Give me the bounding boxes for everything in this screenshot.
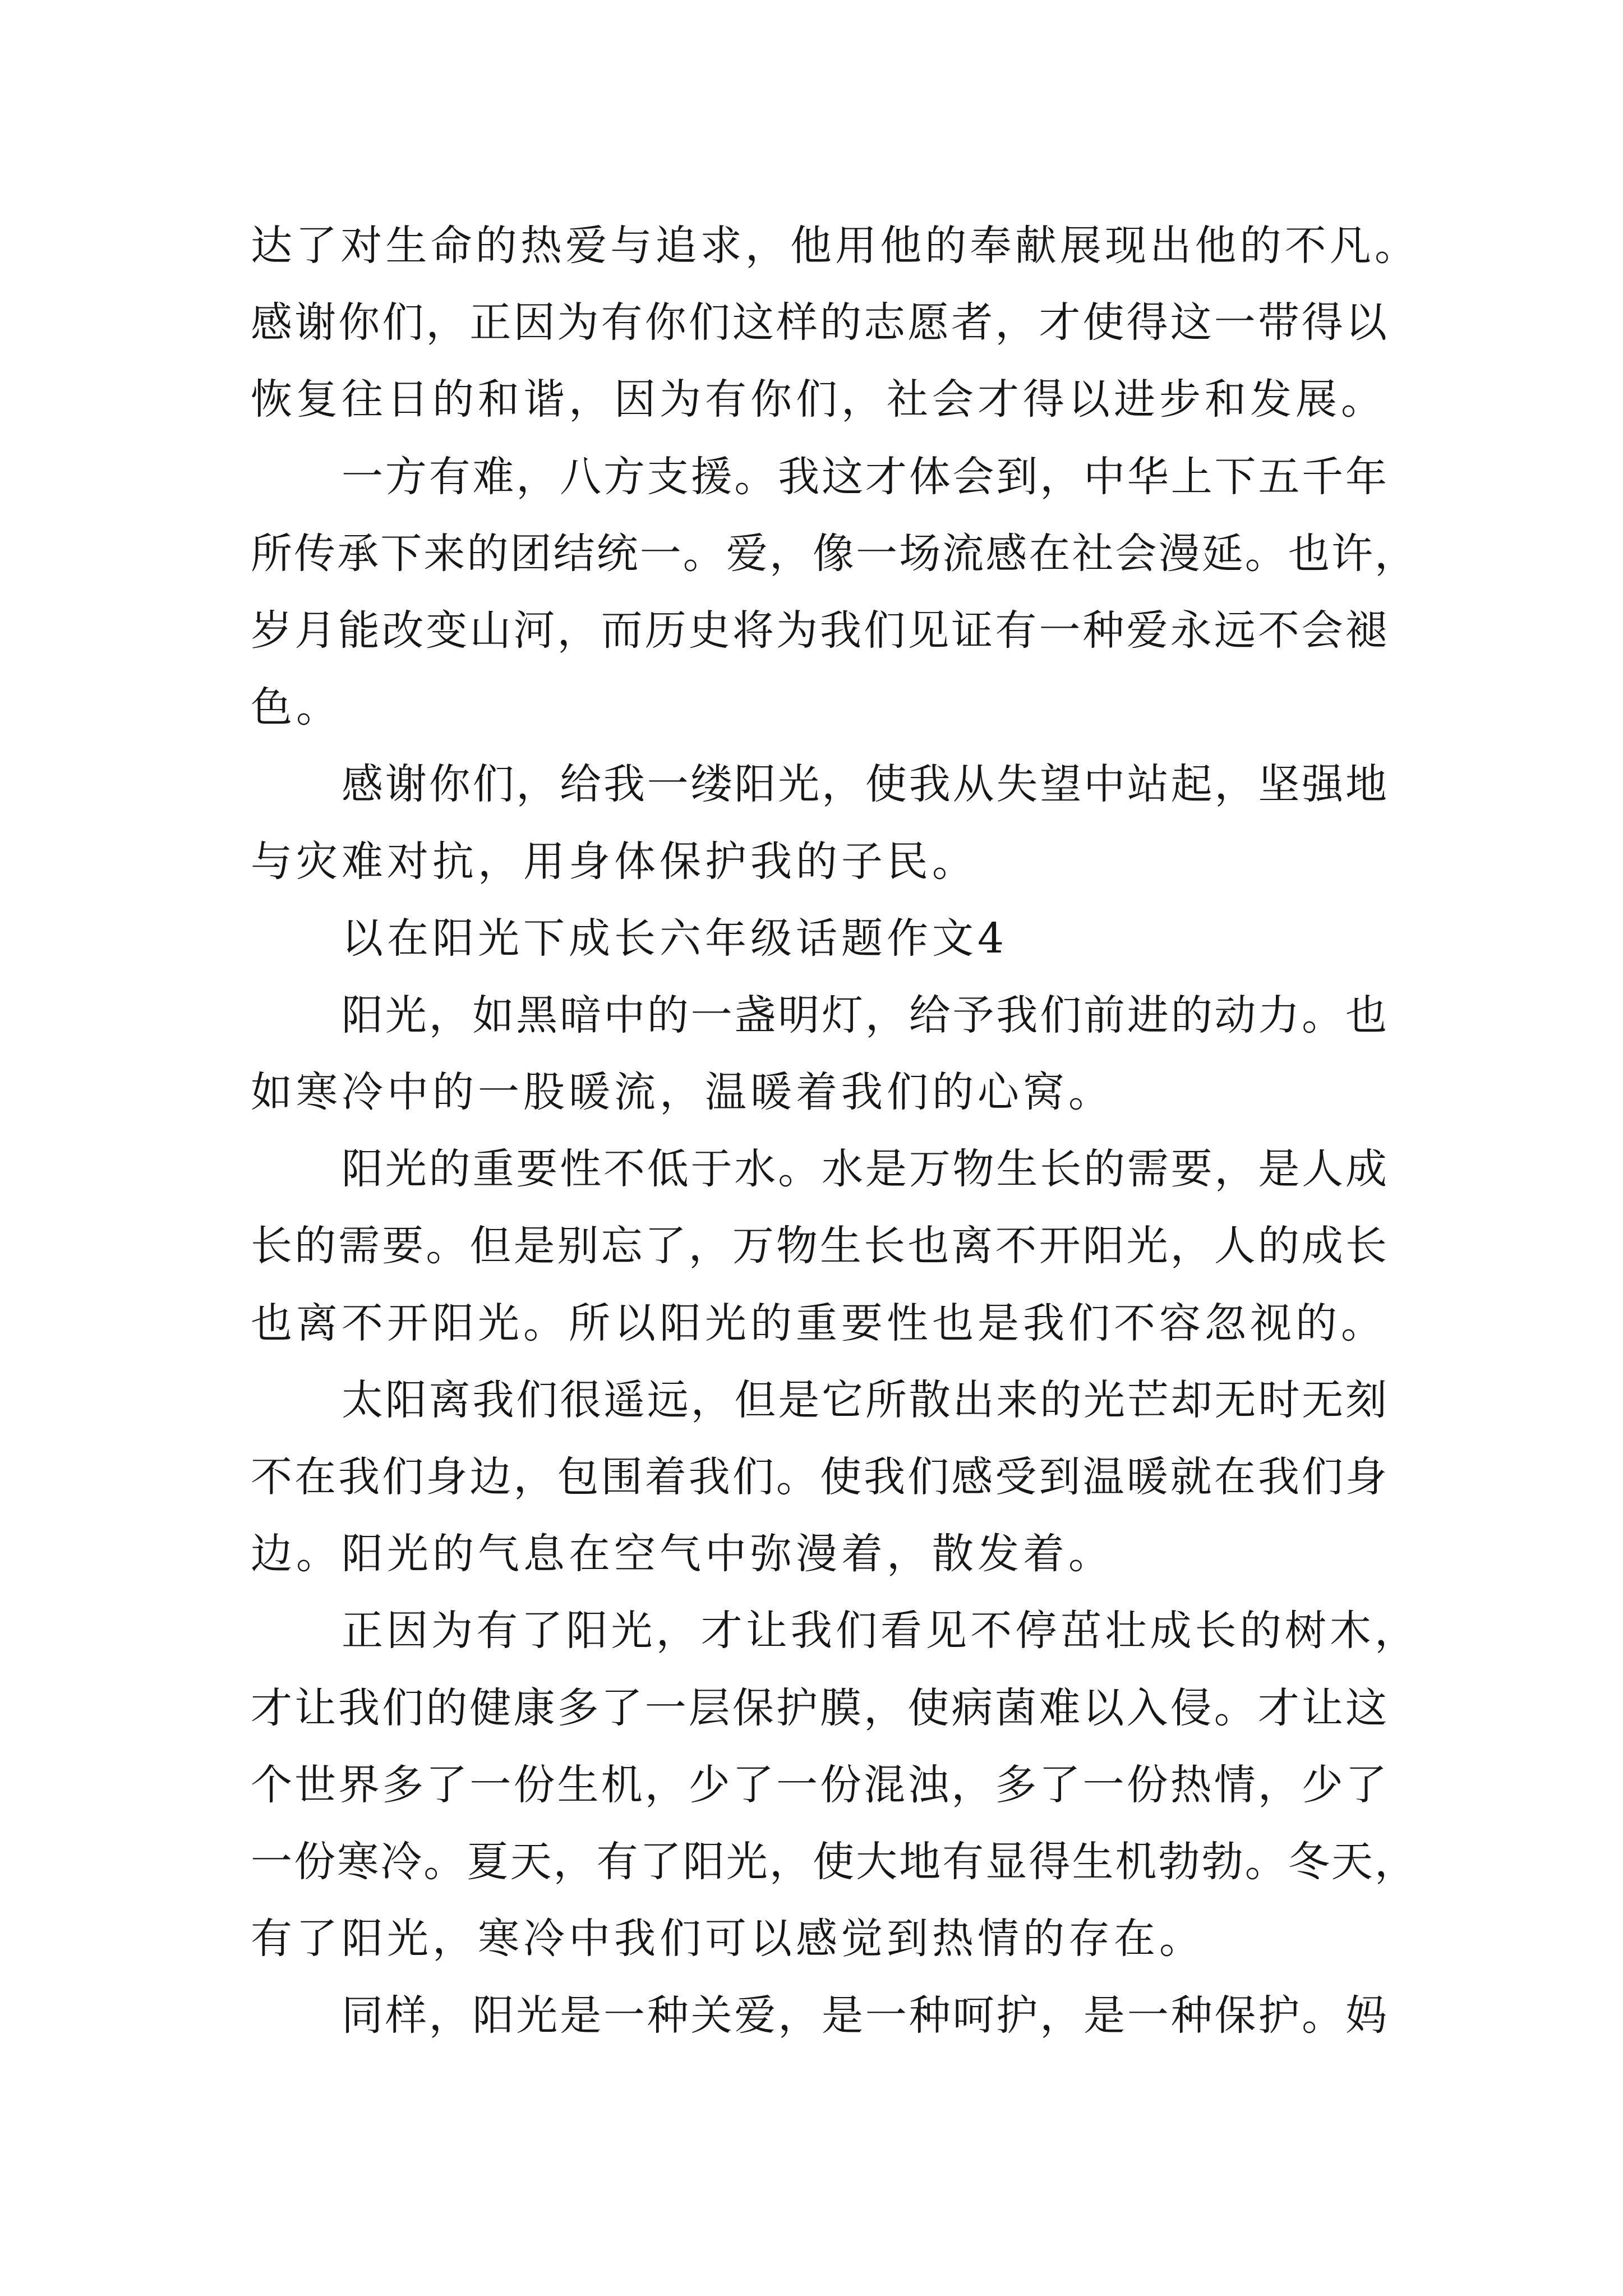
text-line: 达了对生命的热爱与追求，他用他的奉献展现出他的不凡。 bbox=[251, 222, 1416, 270]
text-line: 岁月能改变山河，而历史将为我们见证有一种爱永远不会褪 bbox=[251, 606, 1387, 655]
essay-title bbox=[251, 900, 1428, 977]
text-line: 与灾难对抗，用身体保护我的子民。 bbox=[251, 837, 978, 886]
text-line: 正因为有了阳光，才让我们看见不停茁壮成长的树木， bbox=[342, 1607, 1416, 1655]
text-line: 也离不开阳光。所以阳光的重要性也是我们不容忽视的。 bbox=[251, 1299, 1386, 1347]
essay-title-text: 以在阳光下成长六年级话题作文4 bbox=[342, 914, 1008, 963]
text-line: 长的需要。但是别忘了，万物生长也离不开阳光，人的成长 bbox=[251, 1222, 1387, 1271]
text-line: 才让我们的健康多了一层保护膜，使病菌难以入侵。才让这 bbox=[251, 1683, 1387, 1732]
text-line: 边。阳光的气息在空气中弥漫着，散发着。 bbox=[251, 1530, 1114, 1579]
text-line: 一份寒冷。夏天，有了阳光，使大地有显得生机勃勃。冬天， bbox=[251, 1837, 1416, 1886]
paragraph bbox=[251, 208, 1428, 439]
text-line: 感谢你们，给我一缕阳光，使我从失望中站起，坚强地 bbox=[342, 760, 1387, 809]
paragraph bbox=[251, 1593, 1428, 1977]
text-line: 恢复往日的和谐，因为有你们，社会才得以进步和发展。 bbox=[251, 375, 1386, 424]
text-line: 阳光，如黑暗中的一盏明灯，给予我们前进的动力。也 bbox=[342, 991, 1387, 1039]
paragraph bbox=[251, 1131, 1428, 1362]
text-line: 同样，阳光是一种关爱，是一种呵护，是一种保护。妈 bbox=[342, 1991, 1387, 2040]
text-line: 一方有难，八方支援。我这才体会到，中华上下五千年 bbox=[342, 452, 1387, 501]
text-line: 阳光的重要性不低于水。水是万物生长的需要，是人成 bbox=[342, 1145, 1387, 1194]
paragraph bbox=[251, 1362, 1428, 1593]
paragraph bbox=[251, 1977, 1428, 2054]
document-body bbox=[251, 208, 1428, 2055]
text-line: 所传承下来的团结统一。爱，像一场流感在社会漫延。也许， bbox=[251, 529, 1416, 578]
text-line: 如寒冷中的一股暖流，温暖着我们的心窝。 bbox=[251, 1068, 1114, 1117]
text-line: 太阳离我们很遥远，但是它所散出来的光芒却无时无刻 bbox=[342, 1375, 1387, 1424]
text-line: 不在我们身边，包围着我们。使我们感受到温暖就在我们身 bbox=[251, 1453, 1387, 1501]
text-line: 感谢你们，正因为有你们这样的志愿者，才使得这一带得以 bbox=[251, 298, 1387, 347]
text-line: 个世界多了一份生机，少了一份混浊，多了一份热情，少了 bbox=[251, 1760, 1387, 1809]
paragraph bbox=[251, 977, 1428, 1131]
paragraph bbox=[251, 439, 1428, 747]
text-line: 有了阳光，寒冷中我们可以感觉到热情的存在。 bbox=[251, 1915, 1205, 1963]
text-line: 色。 bbox=[251, 683, 342, 732]
paragraph bbox=[251, 746, 1428, 900]
